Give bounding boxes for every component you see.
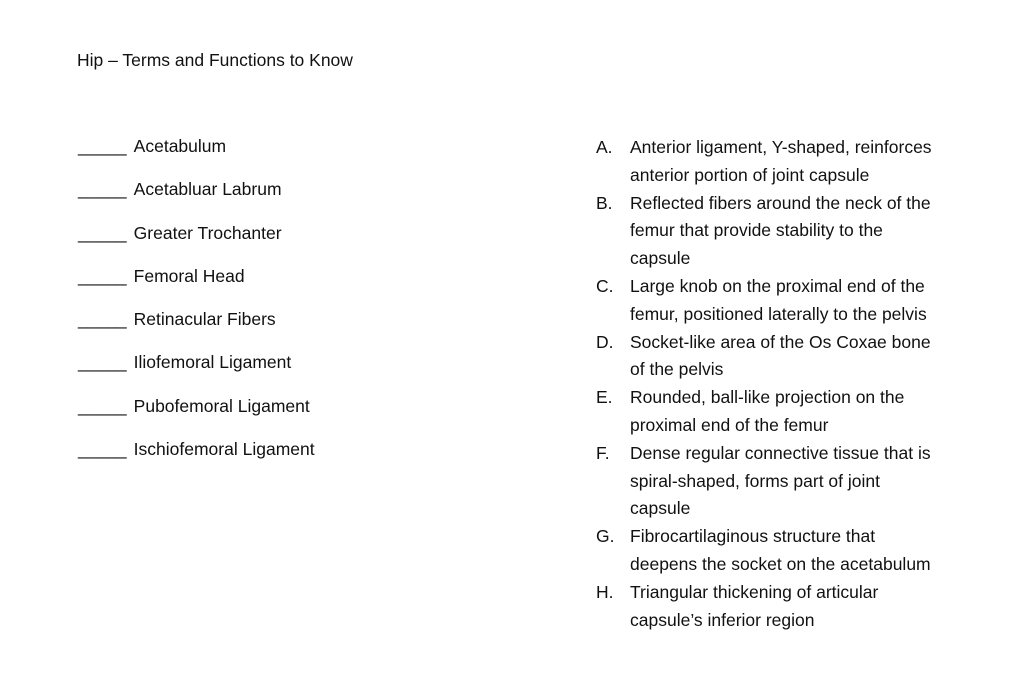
term-label: Acetabluar Labrum xyxy=(133,179,282,200)
definition-text-line: Large knob on the proximal end of the xyxy=(630,275,925,296)
term-item xyxy=(78,136,315,179)
term-item xyxy=(78,396,315,439)
definition-item xyxy=(596,523,932,579)
definition-text-line: femur that provide stability to the xyxy=(630,220,883,241)
answer-blank[interactable]: _____ xyxy=(78,179,127,200)
definition-text-line: Fibrocartilaginous structure that xyxy=(630,526,876,547)
definition-letter: A. xyxy=(596,137,613,157)
term-label: Acetabulum xyxy=(133,136,227,156)
definition-text-line: deepens the socket on the acetabulum xyxy=(630,553,931,574)
answer-blank[interactable]: _____ xyxy=(78,309,127,330)
definition-item xyxy=(596,134,932,190)
definition-text-line: anterior portion of joint capsule xyxy=(630,164,870,185)
term-label: Retinacular Fibers xyxy=(133,309,276,330)
definition-letter: F. xyxy=(596,442,610,463)
term-label: Ischiofemoral Ligament xyxy=(133,439,315,460)
definition-letter: E. xyxy=(596,387,613,408)
definition-text-line: capsule xyxy=(630,498,691,519)
answer-blank[interactable]: _____ xyxy=(78,265,127,286)
term-item xyxy=(78,266,315,309)
term-label: Iliofemoral Ligament xyxy=(133,352,292,373)
term-label: Pubofemoral Ligament xyxy=(133,395,310,416)
terms-list xyxy=(78,136,315,482)
definition-item xyxy=(596,273,932,329)
definition-text-line: Reflected fibers around the neck of the xyxy=(630,192,931,213)
definition-text-line: spiral-shaped, forms part of joint xyxy=(630,470,880,491)
definition-text-line: proximal end of the femur xyxy=(630,414,829,435)
definition-text-line: Rounded, ball-like projection on the xyxy=(630,387,905,408)
definition-text-line: femur, positioned laterally to the pelvis xyxy=(630,303,927,324)
term-label: Greater Trochanter xyxy=(133,222,282,243)
definition-text-line: Anterior ligament, Y-shaped, reinforces xyxy=(630,137,932,157)
term-item xyxy=(78,223,315,266)
definition-item xyxy=(596,579,932,635)
page-title: Hip – Terms and Functions to Know xyxy=(77,50,353,70)
answer-blank[interactable]: _____ xyxy=(78,439,127,460)
definition-text-line: Triangular thickening of articular xyxy=(630,581,879,602)
definition-text-line: capsule xyxy=(630,248,691,269)
definitions-list xyxy=(596,134,932,634)
term-item xyxy=(78,439,315,482)
definition-text-line: Socket-like area of the Os Coxae bone xyxy=(630,331,931,352)
definition-text-line: of the pelvis xyxy=(630,359,724,380)
definition-item xyxy=(596,384,932,440)
term-item xyxy=(78,179,315,222)
term-label: Femoral Head xyxy=(133,265,245,286)
answer-blank[interactable]: _____ xyxy=(78,222,127,243)
term-item xyxy=(78,309,315,352)
definition-letter: H. xyxy=(596,581,614,602)
definition-letter: G. xyxy=(596,526,615,547)
definition-text-line: capsule’s inferior region xyxy=(630,609,815,630)
definition-text-line: Dense regular connective tissue that is xyxy=(630,442,931,463)
definition-item xyxy=(596,190,932,273)
definition-letter: D. xyxy=(596,331,614,352)
answer-blank[interactable]: _____ xyxy=(78,352,127,373)
answer-blank[interactable]: _____ xyxy=(78,395,127,416)
answer-blank[interactable]: _____ xyxy=(78,136,127,156)
term-item xyxy=(78,352,315,395)
definition-letter: C. xyxy=(596,275,614,296)
definition-item xyxy=(596,440,932,523)
definition-item xyxy=(596,329,932,385)
definition-letter: B. xyxy=(596,192,613,213)
